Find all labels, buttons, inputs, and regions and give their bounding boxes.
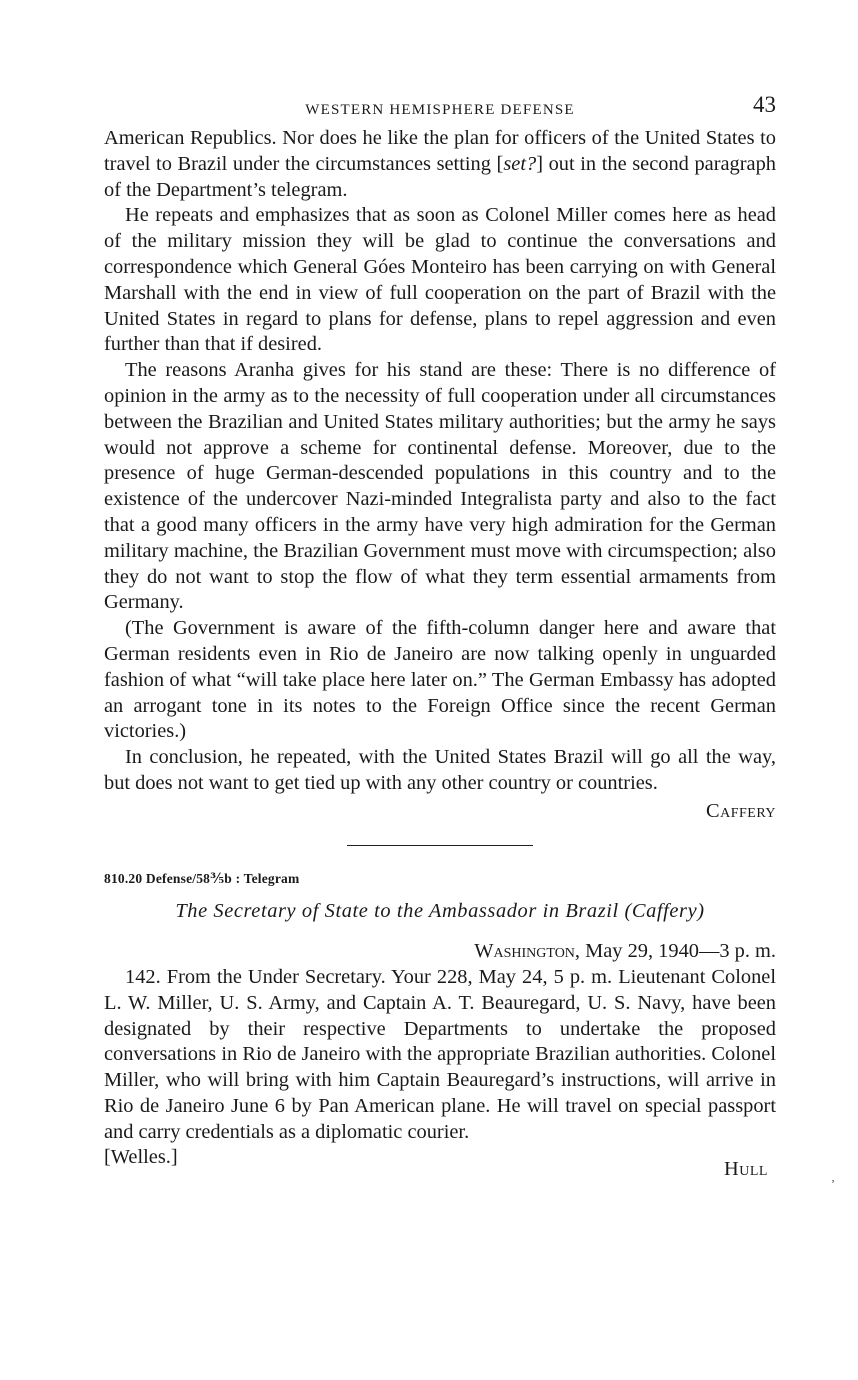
editorial-insertion: set? [503, 152, 537, 175]
page-number: 43 [753, 92, 776, 117]
file-reference: 810.20 Defense/58⅗b : Telegram [104, 870, 300, 886]
closing-line [104, 1145, 776, 1181]
paragraph-4: (The Government is aware of the fifth-column danger here and aware that German residents even in Rio de Janeiro are now talking openly in unguarded fashion of what “will take place here later on.” The German Embassy has adopted an arrogant tone in its notes to the Foreign Office since the recent German victories.) [104, 617, 776, 743]
signature-caffery: Caffery [705, 799, 776, 822]
paragraph-2: He repeats and emphasizes that as soon as Colonel Miller comes here as head of the military mission they will be glad to continue the conversations and correspondence which General Góes Monteiro has been carrying on with General Marshall with the end in view of full cooperation on the part of Brazil with the United States in regard to plans for defense, plans to repel aggression and even further than that if desired. [104, 204, 776, 356]
dateline-date: , May 29, 1940—3 p. m. [574, 940, 776, 963]
telegram-body: 142. From the Under Secretary. Your 228, May 24, 5 p. m. Lieutenant Colonel L. W. Miller, U. S. Army, and Captain A. T. Beauregard, U. S. Navy, have been designated by their respective Departments to undertake the proposed conversations in Rio de Janeiro with the appropriate Brazilian authorities. Colonel Miller, who will bring with him Captain Beauregard’s instructions, will arrive in Rio de Janeiro June 6 by Pan American plane. He will travel on special passport and carry credentials as a diplomatic courier. [104, 965, 776, 1143]
margin-mark: ‚ [831, 1170, 835, 1184]
document-page [104, 92, 776, 1181]
paragraph-3: The reasons Aranha gives for his stand are these: There is no difference of opinion in the army as to the necessity of full cooperation under all circumstances between the Brazilian and United States military authorities; but the army he says would not approve a scheme for continental defense. Moreover, due to the presence of huge German-descended populations in this country and to the existence of the undercover Nazi-minded Integralista party and also to the fact that a good many officers in the army have very high admiration for the German military machine, the Brazilian Government must move with circumspection; also they do not want to stop the flow of what they term essential armaments from Germany. [104, 359, 776, 614]
paragraph-5: In conclusion, he repeated, with the United States Brazil will go all the way, but does not want to get tied up with any other country or countries. [104, 746, 776, 794]
section-divider [347, 845, 533, 846]
closing-welles: [Welles.] [104, 1146, 178, 1169]
page-header [104, 92, 776, 126]
signature-hull: Hull [724, 1158, 768, 1181]
running-title: WESTERN HEMISPHERE DEFENSE [305, 102, 575, 118]
document-title: The Secretary of State to the Ambassador in Brazil (Caffery) [175, 900, 705, 923]
dateline-place: Washington [474, 940, 575, 963]
dateline [104, 939, 776, 965]
paragraph-1: American Republics. Nor does he like the plan for officers of the United States to travel to Brazil under the circumstances setting [set?] out in the second paragraph of the Department’s telegram. [104, 127, 776, 201]
